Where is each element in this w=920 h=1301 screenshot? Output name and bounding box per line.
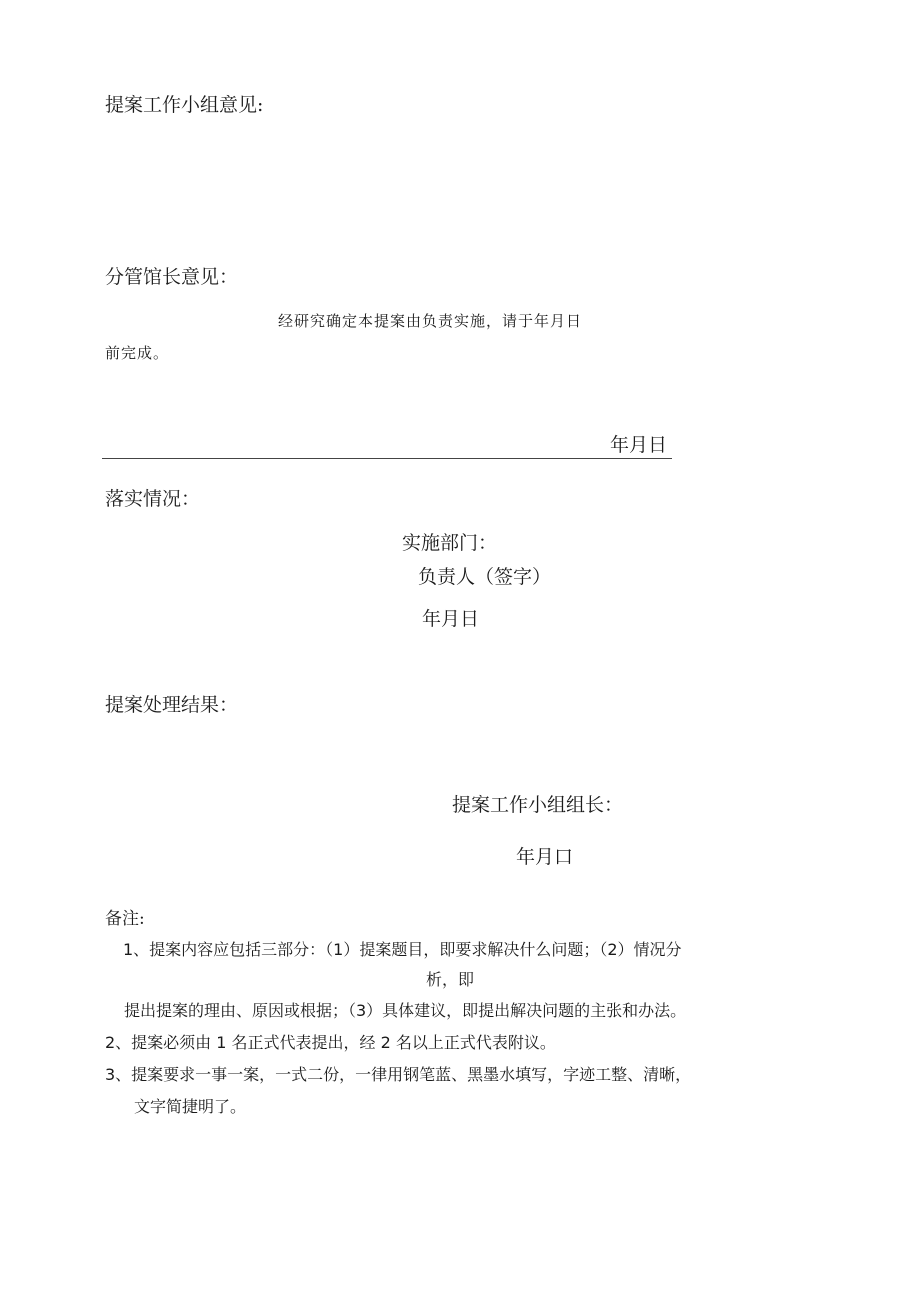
result-date: 年月口 [516, 846, 574, 868]
notes-item1-line3: 提出提案的理由、原因或根据；（3）具体建议，即提出解决问题的主张和办法。 [124, 1001, 687, 1020]
group-opinion-label: 提案工作小组意见: [105, 94, 264, 116]
signature-divider-line [102, 458, 672, 459]
notes-item2: 2、提案必须由 1 名正式代表提出，经 2 名以上正式代表附议。 [105, 1033, 556, 1052]
implementation-label: 落实情况： [105, 488, 201, 510]
result-label: 提案处理结果： [105, 694, 239, 716]
director-text-line2: 前完成。 [105, 344, 170, 362]
notes-item3-line2: 文字简捷明了。 [134, 1097, 247, 1116]
implementation-dept: 实施部门： [402, 532, 498, 554]
director-date: 年月日 [610, 434, 668, 456]
result-leader: 提案工作小组组长： [452, 794, 624, 816]
notes-title: 备注: [105, 909, 145, 929]
director-opinion-label: 分管馆长意见： [105, 266, 239, 288]
notes-item3-line1: 3、提案要求一事一案，一式二份，一律用钢笔蓝、黑墨水填写，字迹工整、清晰， [105, 1065, 692, 1084]
director-text-line1: 经研究确定本提案由负责实施，请于年月日 [278, 312, 583, 330]
implementation-person: 负责人（签字） [418, 566, 552, 588]
implementation-date: 年月日 [422, 608, 480, 630]
notes-item1-line2: 析，即 [426, 970, 475, 989]
notes-item1-line1: 1、提案内容应包括三部分：（1）提案题目，即要求解决什么问题；（2）情况分 [123, 940, 682, 959]
